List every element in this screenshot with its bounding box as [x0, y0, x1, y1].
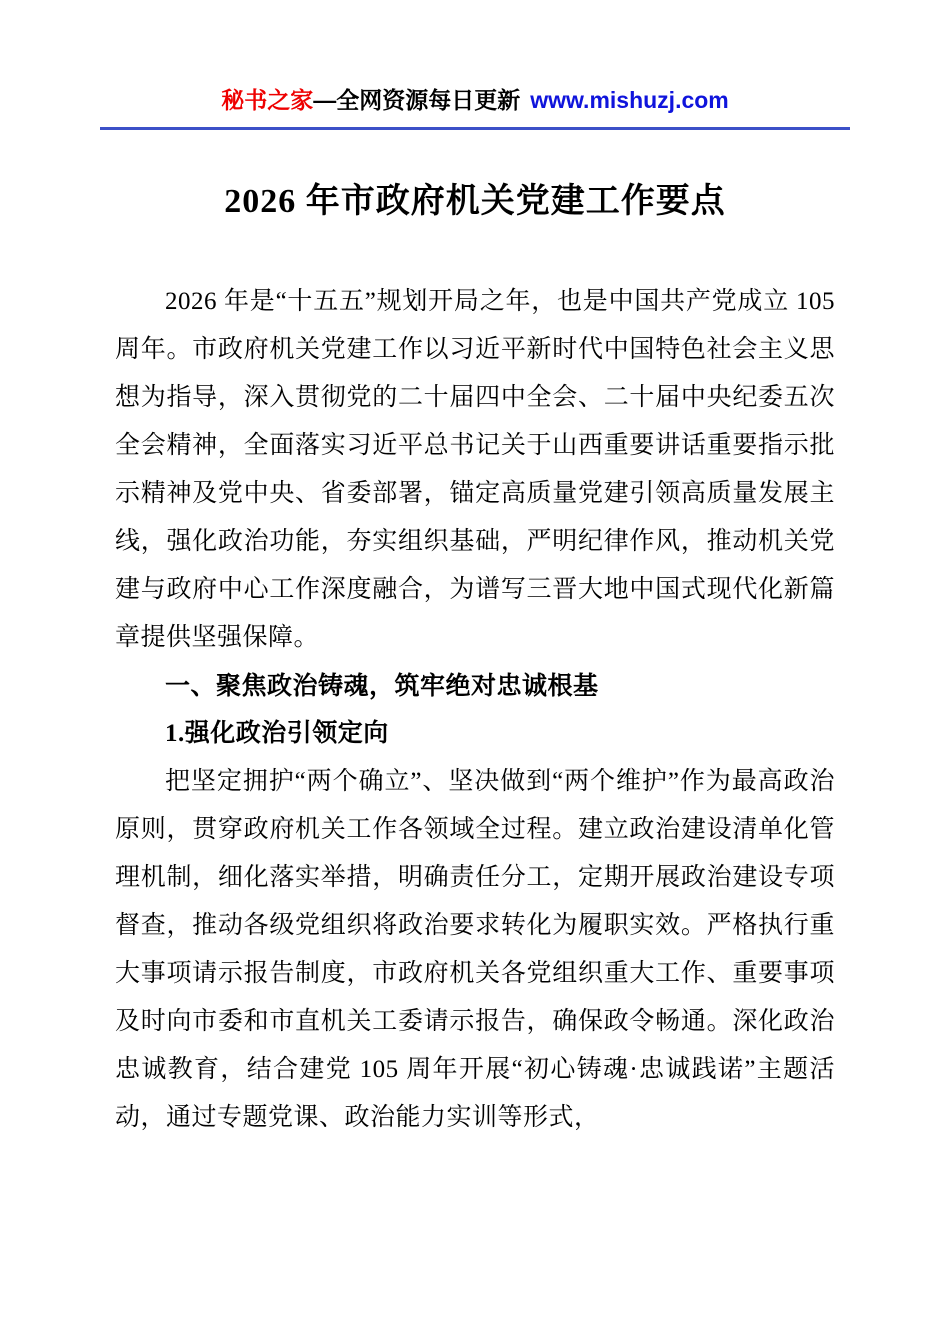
- document-body: [115, 180, 835, 1142]
- section-1-paragraph: 把坚定拥护“两个确立”、坚决做到“两个维护”作为最高政治原则，贯穿政府机关工作各领域全过程。建立政治建设清单化管理机制，细化落实举措，明确责任分工，定期开展政治建设专项督查，推动各级党组织将政治要求转化为履职实效。严格执行重大事项请示报告制度，市政府机关各党组织重大工作、重要事项及时向市委和市直机关工委请示报告，确保政令畅通。深化政治忠诚教育，结合建党 105 周年开展“初心铸魂·忠诚践诺”主题活动，通过专题党课、政治能力实训等形式，: [115, 768, 835, 1132]
- site-tagline: —全网资源每日更新: [313, 87, 521, 113]
- subsection-1-1-heading: 1.强化政治引领定向: [165, 720, 389, 748]
- section-1-heading: 一、聚焦政治铸魂，筑牢绝对忠诚根基: [165, 672, 599, 701]
- site-brand: 秘书之家: [221, 87, 314, 113]
- document-title: 2026 年市政府机关党建工作要点: [224, 183, 726, 220]
- page-header: [100, 0, 850, 130]
- site-url-link[interactable]: www.mishuzj.com: [530, 87, 729, 113]
- intro-paragraph: 2026 年是“十五五”规划开局之年，也是中国共产党成立 105 周年。市政府机关党建工作以习近平新时代中国特色社会主义思想为指导，深入贯彻党的二十届四中全会、二十届中央纪委五次全会精神，全面落实习近平总书记关于山西重要讲话重要指示批示精神及党中央、省委部署，锚定高质量党建引领高质量发展主线，强化政治功能，夯实组织基础，严明纪律作风，推动机关党建与政府中心工作深度融合，为谱写三晋大地中国式现代化新篇章提供坚强保障。: [115, 288, 835, 652]
